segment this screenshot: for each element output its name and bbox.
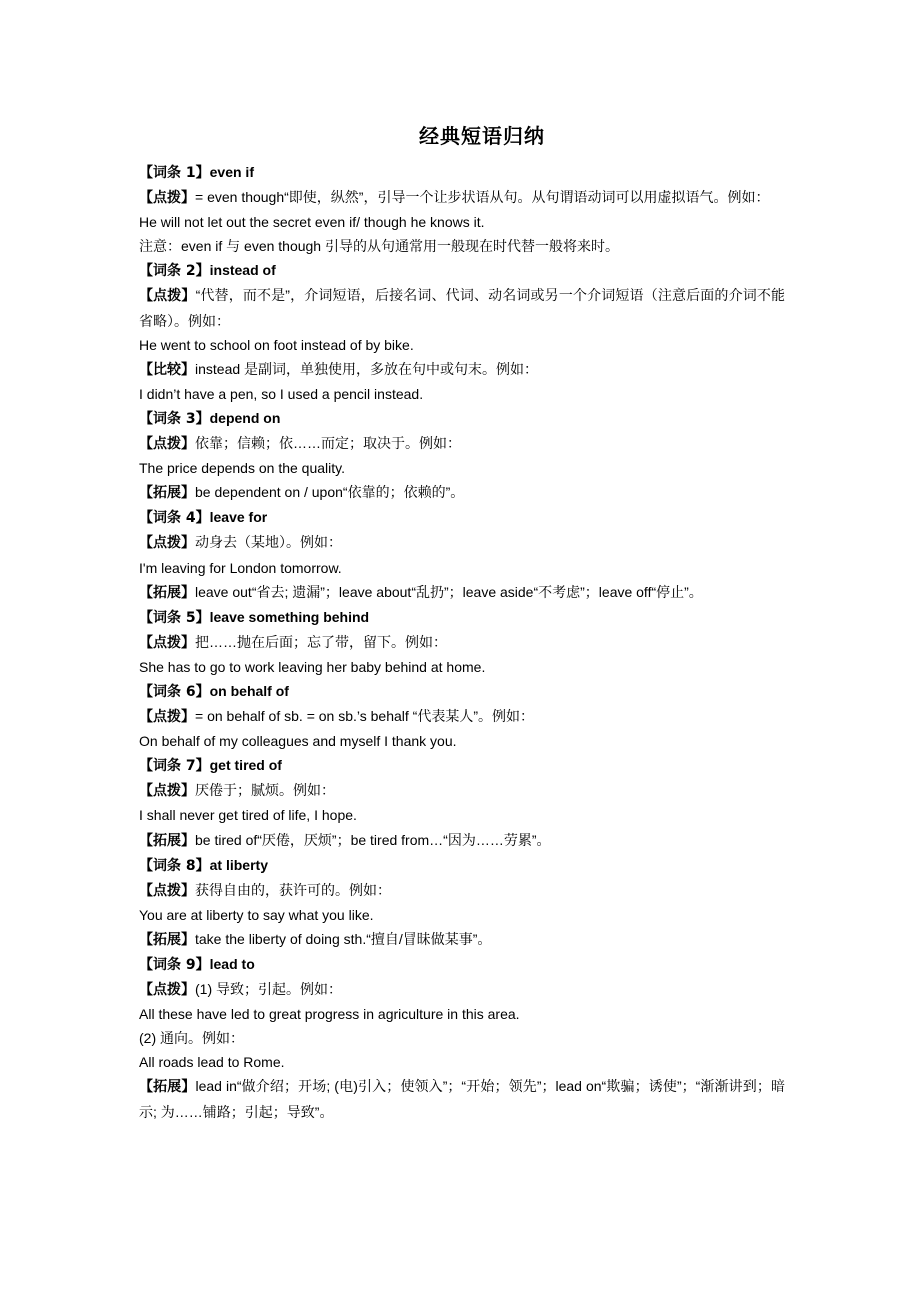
entry-heading: 【词条 7】get tired of: [139, 757, 282, 775]
example-line: You are at liberty to say what you like.: [139, 906, 374, 923]
example-line: He went to school on foot instead of by bike.: [139, 336, 414, 353]
entry-phrase: on behalf of: [209, 682, 289, 699]
entry-heading: 【词条 5】leave something behind: [139, 608, 370, 626]
note-line: 【点拨】“代替，而不是”，介词短语，后接名词、代词、动名词或另一个介词短语（注意后面的介词不能省略）。例如：: [139, 287, 786, 329]
entry-phrase: get tired of: [209, 757, 282, 774]
compare-line: 【比较】instead 是副词，单独使用，多放在句中或句末。例如：: [139, 360, 539, 378]
example-line: He will not let out the secret even if/ though he knows it.: [139, 214, 485, 231]
entry-heading: 【词条 6】on behalf of: [139, 682, 289, 700]
entry-6: [139, 679, 785, 753]
entry-heading: 【词条 3】depend on: [139, 409, 281, 427]
entry-phrase: instead of: [209, 262, 276, 279]
entry-heading: [139, 160, 785, 185]
note-line: 注意：even if 与 even though 引导的从句通常用一般现在时代替一般将来时。: [139, 238, 619, 255]
entry-phrase: leave for: [209, 509, 268, 526]
example-line: All roads lead to Rome.: [139, 1054, 285, 1071]
entry-heading: 【词条 4】leave for: [139, 509, 268, 527]
extension-line: 【拓展】take the liberty of doing sth.“擅自/冒昧做某事”。: [139, 930, 492, 948]
entry-tag: 【词条 1】: [139, 165, 210, 181]
entry-1: [139, 160, 785, 258]
extension-line: 【拓展】lead in“做介绍；开场; (电)引入；使领入”；“开始；领先”；lead on“欺骗；诱使”；“渐渐讲到；暗示; 为……铺路；引起；导致”。: [139, 1078, 786, 1120]
example-line: On behalf of my colleagues and myself I thank you.: [139, 733, 457, 750]
entry-3: [139, 406, 785, 505]
entry-phrase: leave something behind: [209, 608, 370, 625]
document-page: [139, 120, 785, 1124]
example-line: She has to go to work leaving her baby behind at home.: [139, 658, 486, 675]
note-line: (2) 通向。例如：: [139, 1030, 244, 1047]
extension-line: 【拓展】be dependent on / upon“依靠的；依赖的”。: [139, 484, 465, 502]
note-line: 【点拨】依靠；信赖；依……而定；取决于。例如：: [139, 435, 461, 453]
document-title: 经典短语归纳: [419, 124, 545, 148]
entry-5: [139, 605, 785, 679]
entry-phrase: depend on: [209, 409, 281, 426]
note-line: 【点拨】= on behalf of sb. = on sb.’s behalf “代表某人”。例如：: [139, 708, 535, 726]
entry-heading: 【词条 8】at liberty: [139, 856, 268, 874]
entry-9: [139, 952, 785, 1124]
entry-heading: 【词条 9】lead to: [139, 956, 255, 973]
note-line: 【点拨】= even though“即使，纵然”，引导一个让步状语从句。从句谓语动词可以用虚拟语气。例如：: [139, 189, 770, 207]
entry-2: [139, 258, 785, 406]
entry-8: [139, 853, 785, 952]
note-line: 【点拨】把……抛在后面；忘了带，留下。例如：: [139, 633, 447, 651]
example-line: All these have led to great progress in agriculture in this area.: [139, 1006, 520, 1023]
entry-7: [139, 753, 785, 852]
entry-phrase: at liberty: [209, 856, 268, 873]
entry-heading: 【词条 2】instead of: [139, 262, 276, 280]
entry-phrase: lead to: [209, 956, 255, 972]
entry-phrase: even if: [209, 164, 254, 180]
extension-line: 【拓展】be tired of“厌倦，厌烦”；be tired from…“因为……劳累”。: [139, 831, 551, 849]
note-line: 【点拨】(1) 导致；引起。例如：: [139, 981, 342, 999]
extension-line: 【拓展】leave out“省去; 遗漏”；leave about“乱扔”；leave aside“不考虑”；leave off“停止”。: [139, 583, 703, 601]
example-line: I'm leaving for London tomorrow.: [139, 559, 342, 576]
example-line: The price depends on the quality.: [139, 460, 345, 477]
example-line: I shall never get tired of life, I hope.: [139, 807, 357, 824]
entry-4: [139, 505, 785, 604]
note-line: 【点拨】厌倦于；腻烦。例如：: [139, 782, 335, 800]
example-line: I didn’t have a pen, so I used a pencil instead.: [139, 385, 424, 402]
note-line: 【点拨】动身去（某地）。例如：: [139, 534, 342, 552]
note-line: 【点拨】获得自由的，获许可的。例如：: [139, 881, 391, 899]
